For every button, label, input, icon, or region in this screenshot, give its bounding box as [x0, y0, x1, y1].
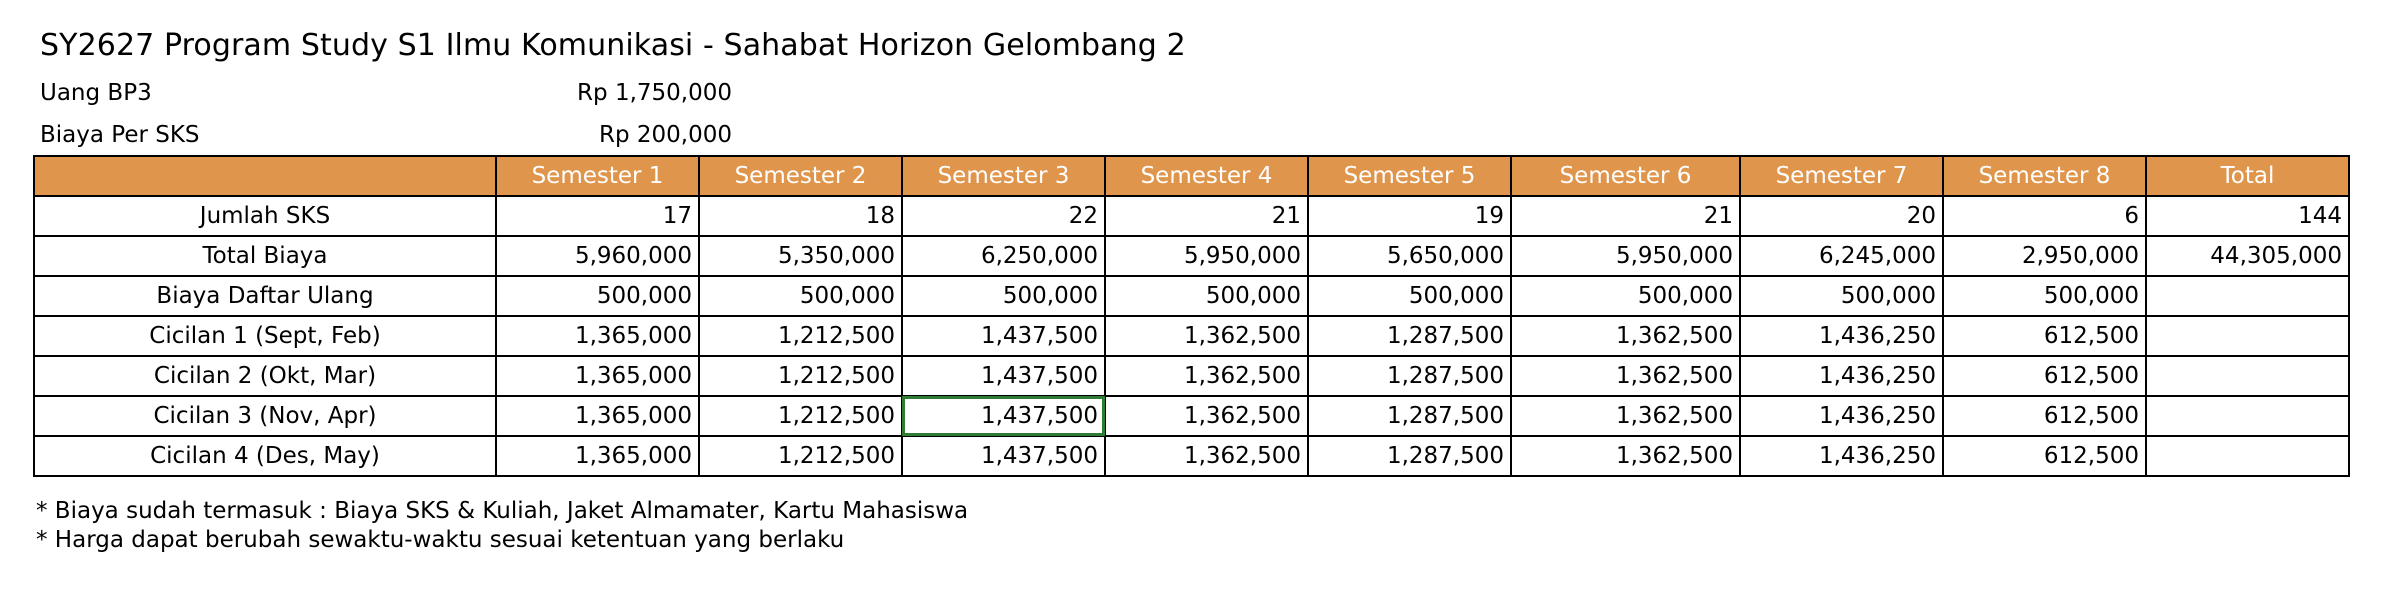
table-cell[interactable]: 500,000 — [496, 276, 699, 316]
table-cell[interactable]: 1,362,500 — [1511, 316, 1740, 356]
table-cell[interactable]: 1,287,500 — [1308, 436, 1511, 476]
table-row — [34, 196, 2349, 236]
row-label[interactable]: Cicilan 1 (Sept, Feb) — [34, 316, 496, 356]
header-total[interactable]: Total — [2146, 156, 2349, 196]
table-cell[interactable]: 1,365,000 — [496, 356, 699, 396]
header-semester-2[interactable]: Semester 2 — [699, 156, 902, 196]
sks-fee-label[interactable]: Biaya Per SKS — [40, 122, 200, 148]
row-label[interactable]: Jumlah SKS — [34, 196, 496, 236]
total-cell[interactable] — [2146, 316, 2349, 356]
table-cell[interactable]: 1,437,500 — [902, 316, 1105, 356]
header-semester-3[interactable]: Semester 3 — [902, 156, 1105, 196]
fee-table — [33, 155, 2350, 477]
table-row — [34, 316, 2349, 356]
table-cell[interactable]: 5,650,000 — [1308, 236, 1511, 276]
table-cell[interactable]: 19 — [1308, 196, 1511, 236]
page-title: SY2627 Program Study S1 Ilmu Komunikasi - Sahabat Horizon Gelombang 2 — [40, 28, 1186, 63]
table-cell[interactable]: 5,350,000 — [699, 236, 902, 276]
total-cell[interactable] — [2146, 276, 2349, 316]
table-cell[interactable]: 612,500 — [1943, 436, 2146, 476]
selected-cell[interactable]: 1,437,500 — [902, 396, 1105, 436]
header-cell-blank[interactable] — [34, 156, 496, 196]
table-cell[interactable]: 1,362,500 — [1105, 316, 1308, 356]
table-cell[interactable]: 18 — [699, 196, 902, 236]
table-cell[interactable]: 2,950,000 — [1943, 236, 2146, 276]
table-cell[interactable]: 500,000 — [1105, 276, 1308, 316]
total-cell[interactable]: 44,305,000 — [2146, 236, 2349, 276]
row-label[interactable]: Total Biaya — [34, 236, 496, 276]
total-cell[interactable] — [2146, 396, 2349, 436]
table-cell[interactable]: 20 — [1740, 196, 1943, 236]
sks-fee-row — [40, 114, 732, 156]
table-cell[interactable]: 21 — [1105, 196, 1308, 236]
table-cell[interactable]: 1,437,500 — [902, 436, 1105, 476]
table-cell[interactable]: 500,000 — [1943, 276, 2146, 316]
table-cell[interactable]: 1,362,500 — [1511, 436, 1740, 476]
table-cell[interactable]: 1,362,500 — [1105, 396, 1308, 436]
table-cell[interactable]: 612,500 — [1943, 356, 2146, 396]
table-cell[interactable]: 1,365,000 — [496, 316, 699, 356]
table-cell[interactable]: 1,287,500 — [1308, 396, 1511, 436]
fee-inclusion-note: * Biaya sudah termasuk : Biaya SKS & Kuliah, Jaket Almamater, Kartu Mahasiswa — [36, 498, 969, 524]
sks-fee-value[interactable]: Rp 200,000 — [598, 122, 732, 148]
header-semester-7[interactable]: Semester 7 — [1740, 156, 1943, 196]
table-cell[interactable]: 1,436,250 — [1740, 436, 1943, 476]
bp3-label[interactable]: Uang BP3 — [40, 80, 152, 106]
table-cell[interactable]: 6,245,000 — [1740, 236, 1943, 276]
table-cell[interactable]: 500,000 — [1740, 276, 1943, 316]
table-cell[interactable]: 6,250,000 — [902, 236, 1105, 276]
header-semester-1[interactable]: Semester 1 — [496, 156, 699, 196]
header-semester-6[interactable]: Semester 6 — [1511, 156, 1740, 196]
table-cell[interactable]: 612,500 — [1943, 396, 2146, 436]
table-row — [34, 436, 2349, 476]
table-cell[interactable]: 1,436,250 — [1740, 356, 1943, 396]
table-cell[interactable]: 1,365,000 — [496, 436, 699, 476]
header-semester-4[interactable]: Semester 4 — [1105, 156, 1308, 196]
table-row — [34, 356, 2349, 396]
bp3-value[interactable]: Rp 1,750,000 — [577, 80, 732, 106]
table-cell[interactable]: 6 — [1943, 196, 2146, 236]
table-cell[interactable]: 1,362,500 — [1105, 436, 1308, 476]
table-cell[interactable]: 1,212,500 — [699, 396, 902, 436]
table-cell[interactable]: 1,436,250 — [1740, 396, 1943, 436]
table-cell[interactable]: 1,365,000 — [496, 396, 699, 436]
table-cell[interactable]: 1,437,500 — [902, 356, 1105, 396]
table-row — [34, 276, 2349, 316]
table-cell[interactable]: 1,362,500 — [1105, 356, 1308, 396]
table-cell[interactable]: 1,436,250 — [1740, 316, 1943, 356]
header-semester-8[interactable]: Semester 8 — [1943, 156, 2146, 196]
row-label[interactable]: Cicilan 2 (Okt, Mar) — [34, 356, 496, 396]
price-change-note: * Harga dapat berubah sewaktu-waktu sesuai ketentuan yang berlaku — [36, 527, 845, 553]
row-label[interactable]: Cicilan 4 (Des, May) — [34, 436, 496, 476]
header-row — [34, 156, 2349, 196]
table-row — [34, 236, 2349, 276]
table-cell[interactable]: 1,212,500 — [699, 356, 902, 396]
bp3-row — [40, 72, 732, 114]
table-cell[interactable]: 1,287,500 — [1308, 316, 1511, 356]
table-cell[interactable]: 500,000 — [902, 276, 1105, 316]
table-cell[interactable]: 1,212,500 — [699, 316, 902, 356]
table-cell[interactable]: 1,287,500 — [1308, 356, 1511, 396]
table-cell[interactable]: 5,950,000 — [1511, 236, 1740, 276]
table-cell[interactable]: 22 — [902, 196, 1105, 236]
total-cell[interactable]: 144 — [2146, 196, 2349, 236]
table-cell[interactable]: 5,960,000 — [496, 236, 699, 276]
table-cell[interactable]: 17 — [496, 196, 699, 236]
table-row — [34, 396, 2349, 436]
total-cell[interactable] — [2146, 436, 2349, 476]
table-cell[interactable]: 5,950,000 — [1105, 236, 1308, 276]
row-label[interactable]: Biaya Daftar Ulang — [34, 276, 496, 316]
table-cell[interactable]: 1,362,500 — [1511, 396, 1740, 436]
row-label[interactable]: Cicilan 3 (Nov, Apr) — [34, 396, 496, 436]
total-cell[interactable] — [2146, 356, 2349, 396]
table-cell[interactable]: 1,362,500 — [1511, 356, 1740, 396]
table-cell[interactable]: 500,000 — [699, 276, 902, 316]
table-cell[interactable]: 500,000 — [1308, 276, 1511, 316]
table-cell[interactable]: 1,212,500 — [699, 436, 902, 476]
table-cell[interactable]: 21 — [1511, 196, 1740, 236]
table-cell[interactable]: 500,000 — [1511, 276, 1740, 316]
header-semester-5[interactable]: Semester 5 — [1308, 156, 1511, 196]
table-cell[interactable]: 612,500 — [1943, 316, 2146, 356]
